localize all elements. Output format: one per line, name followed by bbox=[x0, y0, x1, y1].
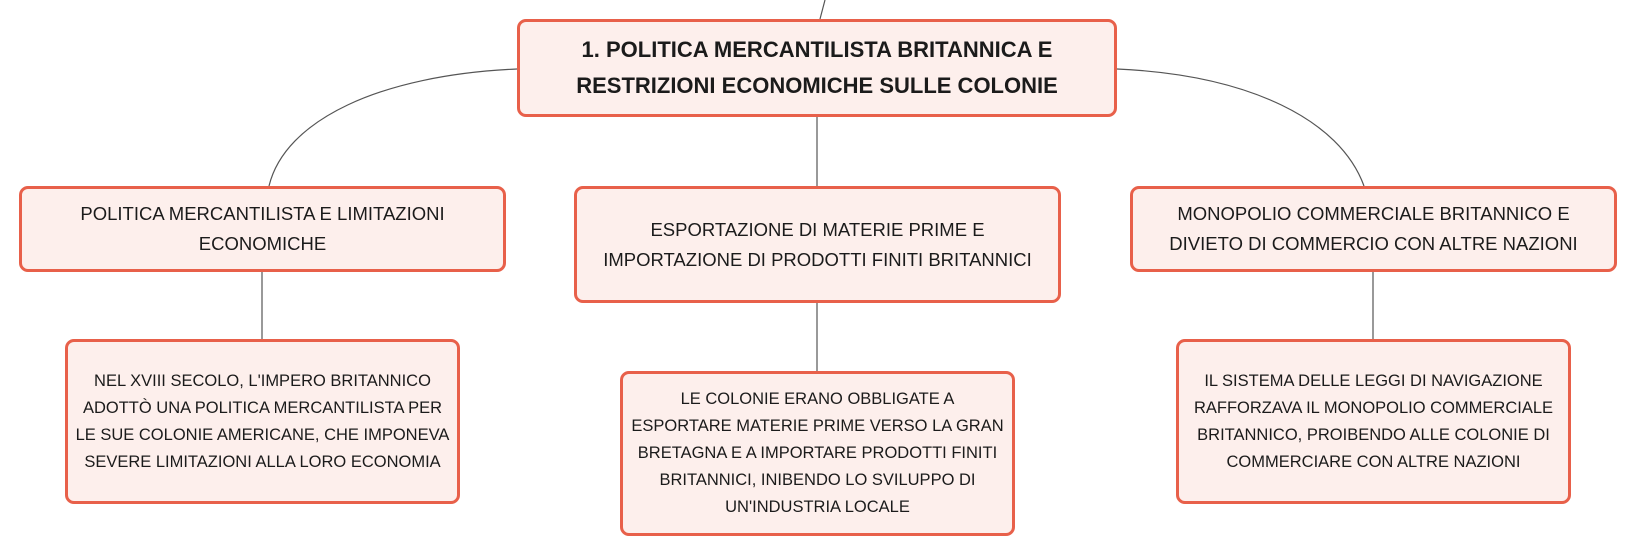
branch-topic-label: ESPORTAZIONE DI MATERIE PRIME E IMPORTAZIONE DI PRODOTTI FINITI BRITANNICI bbox=[603, 218, 1032, 270]
branch-topic-mercantilist-policy[interactable] bbox=[19, 186, 506, 272]
detail-topic-export-import[interactable] bbox=[620, 371, 1015, 536]
connector-root-to-branch-3 bbox=[1117, 69, 1364, 186]
detail-topic-trade-monopoly[interactable] bbox=[1176, 339, 1571, 504]
detail-topic-label: LE COLONIE ERANO OBBLIGATE A ESPORTARE MATERIE PRIME VERSO LA GRAN BRETAGNA E A IMPORTARE PRODOTTI FINITI BRITANNICI, INIBENDO LO SVILUPPO DI UN'INDUSTRIA LOCALE bbox=[631, 390, 1004, 516]
root-topic-node[interactable] bbox=[517, 19, 1117, 117]
root-topic-label: 1. POLITICA MERCANTILISTA BRITANNICA E RESTRIZIONI ECONOMICHE SULLE COLONIE bbox=[576, 37, 1058, 98]
branch-topic-label: POLITICA MERCANTILISTA E LIMITAZIONI ECONOMICHE bbox=[80, 203, 445, 254]
connector-parent-to-root bbox=[820, 0, 825, 19]
branch-topic-trade-monopoly[interactable] bbox=[1130, 186, 1617, 272]
branch-topic-export-import[interactable] bbox=[574, 186, 1061, 303]
detail-topic-mercantilist-policy[interactable] bbox=[65, 339, 460, 504]
branch-topic-label: MONOPOLIO COMMERCIALE BRITANNICO E DIVIETO DI COMMERCIO CON ALTRE NAZIONI bbox=[1169, 203, 1578, 254]
detail-topic-label: NEL XVIII SECOLO, L'IMPERO BRITANNICO ADOTTÒ UNA POLITICA MERCANTILISTA PER LE SUE COLONIE AMERICANE, CHE IMPONEVA SEVERE LIMITAZIONI ALLA LORO ECONOMIA bbox=[75, 371, 450, 471]
connector-root-to-branch-1 bbox=[269, 69, 517, 186]
detail-topic-label: IL SISTEMA DELLE LEGGI DI NAVIGAZIONE RAFFORZAVA IL MONOPOLIO COMMERCIALE BRITANNICO, PROIBENDO ALLE COLONIE DI COMMERCIARE CON ALTRE NAZIONI bbox=[1193, 371, 1554, 471]
